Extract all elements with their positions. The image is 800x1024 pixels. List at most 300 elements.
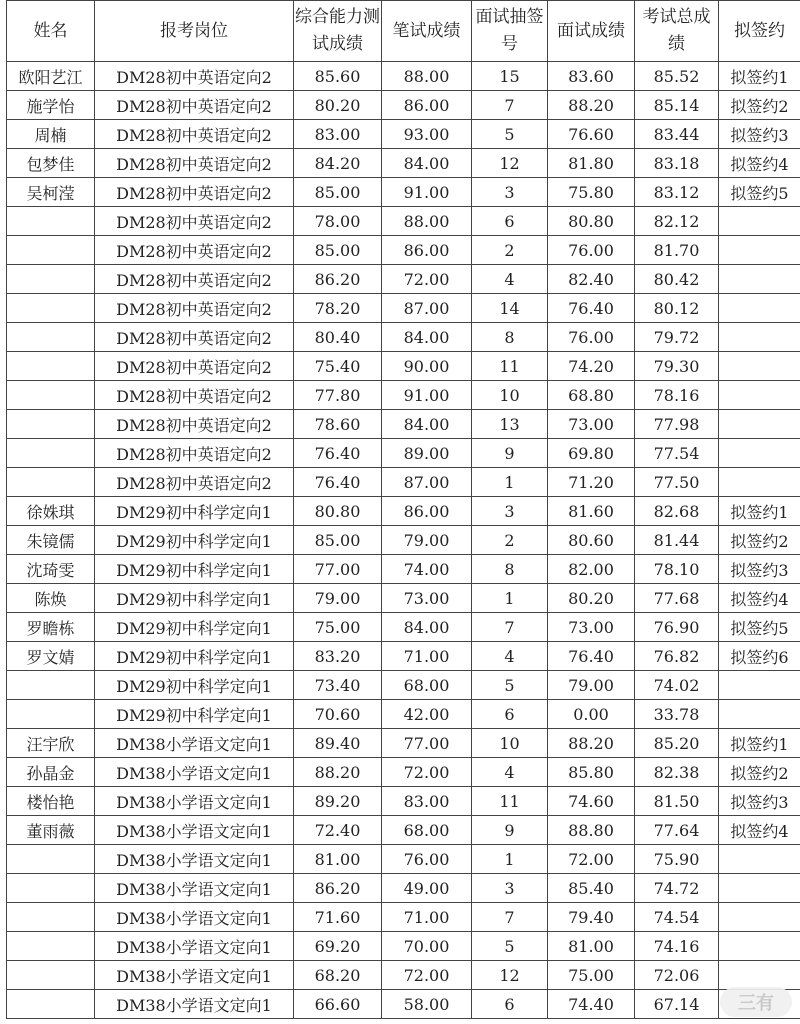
cell-total-score: 81.70 [635,236,719,265]
cell-name: 朱镜儒 [7,526,95,555]
cell-draw-number: 7 [472,903,548,932]
header-position: 报考岗位 [95,1,294,62]
header-row [7,1,800,62]
cell-position: DM28初中英语定向2 [95,178,294,207]
cell-proposed-contract: 拟签约1 [719,62,800,91]
cell-total-score: 80.12 [635,294,719,323]
cell-name [7,294,95,323]
cell-name [7,845,95,874]
cell-position: DM38小学语文定向1 [95,845,294,874]
cell-interview-score: 85.40 [548,874,635,903]
table-row [7,700,800,729]
cell-draw-number: 11 [472,352,548,381]
cell-total-score: 83.44 [635,120,719,149]
cell-proposed-contract: 拟签约6 [719,642,800,671]
cell-aptitude-score: 78.00 [294,207,382,236]
cell-aptitude-score: 68.20 [294,961,382,990]
cell-aptitude-score: 80.40 [294,323,382,352]
cell-position: DM38小学语文定向1 [95,874,294,903]
cell-interview-score: 85.80 [548,758,635,787]
cell-total-score: 75.90 [635,845,719,874]
cell-position: DM28初中英语定向2 [95,381,294,410]
cell-draw-number: 10 [472,729,548,758]
cell-name: 楼怡艳 [7,787,95,816]
cell-position: DM28初中英语定向2 [95,236,294,265]
cell-aptitude-score: 69.20 [294,932,382,961]
cell-aptitude-score: 85.60 [294,62,382,91]
cell-draw-number: 7 [472,91,548,120]
cell-aptitude-score: 79.00 [294,584,382,613]
cell-name [7,323,95,352]
cell-draw-number: 5 [472,932,548,961]
cell-aptitude-score: 85.00 [294,236,382,265]
cell-proposed-contract [719,207,800,236]
cell-position: DM38小学语文定向1 [95,932,294,961]
cell-aptitude-score: 85.00 [294,526,382,555]
cell-proposed-contract: 拟签约3 [719,120,800,149]
cell-name [7,874,95,903]
cell-proposed-contract [719,961,800,990]
cell-proposed-contract: 拟签约2 [719,526,800,555]
cell-proposed-contract: 拟签约5 [719,178,800,207]
table-row [7,961,800,990]
cell-proposed-contract [719,845,800,874]
cell-interview-score: 73.00 [548,410,635,439]
header-interview-score: 面试成绩 [548,1,635,62]
cell-draw-number: 8 [472,555,548,584]
table-row [7,526,800,555]
cell-interview-score: 88.20 [548,91,635,120]
cell-proposed-contract: 拟签约2 [719,91,800,120]
cell-position: DM29初中科学定向1 [95,642,294,671]
cell-aptitude-score: 72.40 [294,816,382,845]
cell-position: DM29初中科学定向1 [95,584,294,613]
results-table [6,0,800,1019]
cell-aptitude-score: 83.20 [294,642,382,671]
cell-aptitude-score: 71.60 [294,903,382,932]
cell-written-score: 74.00 [382,555,472,584]
cell-written-score: 87.00 [382,468,472,497]
cell-draw-number: 4 [472,758,548,787]
table-body [7,62,800,1019]
cell-aptitude-score: 80.20 [294,91,382,120]
cell-interview-score: 74.20 [548,352,635,381]
cell-total-score: 80.42 [635,265,719,294]
cell-interview-score: 83.60 [548,62,635,91]
cell-name: 汪宇欣 [7,729,95,758]
cell-name: 包梦佳 [7,149,95,178]
cell-total-score: 76.82 [635,642,719,671]
cell-draw-number: 12 [472,961,548,990]
cell-name: 董雨薇 [7,816,95,845]
cell-total-score: 78.16 [635,381,719,410]
table-row [7,410,800,439]
cell-total-score: 79.30 [635,352,719,381]
cell-position: DM38小学语文定向1 [95,903,294,932]
cell-written-score: 71.00 [382,903,472,932]
table-row [7,91,800,120]
table-row [7,758,800,787]
cell-written-score: 84.00 [382,149,472,178]
cell-name [7,381,95,410]
cell-total-score: 81.44 [635,526,719,555]
cell-proposed-contract [719,294,800,323]
cell-written-score: 93.00 [382,120,472,149]
cell-proposed-contract: 拟签约4 [719,584,800,613]
cell-name: 罗瞻栋 [7,613,95,642]
cell-interview-score: 76.40 [548,642,635,671]
cell-total-score: 85.20 [635,729,719,758]
cell-interview-score: 75.00 [548,961,635,990]
cell-proposed-contract: 拟签约1 [719,497,800,526]
table-row [7,845,800,874]
cell-draw-number: 3 [472,497,548,526]
cell-proposed-contract [719,468,800,497]
header-name: 姓名 [7,1,95,62]
cell-interview-score: 73.00 [548,613,635,642]
cell-aptitude-score: 75.00 [294,613,382,642]
cell-position: DM38小学语文定向1 [95,729,294,758]
cell-position: DM28初中英语定向2 [95,91,294,120]
cell-written-score: 84.00 [382,613,472,642]
cell-position: DM28初中英语定向2 [95,439,294,468]
cell-name: 欧阳艺江 [7,62,95,91]
cell-position: DM28初中英语定向2 [95,62,294,91]
cell-written-score: 91.00 [382,178,472,207]
cell-total-score: 72.06 [635,961,719,990]
cell-aptitude-score: 77.80 [294,381,382,410]
cell-position: DM28初中英语定向2 [95,265,294,294]
table-row [7,178,800,207]
cell-aptitude-score: 78.60 [294,410,382,439]
cell-total-score: 76.90 [635,613,719,642]
cell-draw-number: 5 [472,120,548,149]
cell-draw-number: 6 [472,990,548,1019]
cell-total-score: 83.12 [635,178,719,207]
cell-aptitude-score: 89.20 [294,787,382,816]
cell-total-score: 74.54 [635,903,719,932]
cell-aptitude-score: 88.20 [294,758,382,787]
cell-total-score: 77.64 [635,816,719,845]
cell-interview-score: 88.80 [548,816,635,845]
cell-name [7,903,95,932]
table-row [7,120,800,149]
cell-aptitude-score: 81.00 [294,845,382,874]
cell-total-score: 79.72 [635,323,719,352]
watermark-logo: 三有 [720,987,792,1017]
cell-aptitude-score: 75.40 [294,352,382,381]
cell-proposed-contract: 拟签约2 [719,758,800,787]
cell-interview-score: 88.20 [548,729,635,758]
table-row [7,236,800,265]
cell-written-score: 86.00 [382,497,472,526]
cell-draw-number: 13 [472,410,548,439]
cell-aptitude-score: 80.80 [294,497,382,526]
cell-name: 徐姝琪 [7,497,95,526]
cell-proposed-contract [719,323,800,352]
cell-name [7,961,95,990]
cell-written-score: 87.00 [382,294,472,323]
cell-written-score: 71.00 [382,642,472,671]
cell-interview-score: 72.00 [548,845,635,874]
cell-total-score: 85.52 [635,62,719,91]
table-row [7,62,800,91]
table-row [7,265,800,294]
cell-draw-number: 1 [472,584,548,613]
cell-draw-number: 6 [472,700,548,729]
cell-written-score: 42.00 [382,700,472,729]
table-row [7,729,800,758]
cell-draw-number: 8 [472,323,548,352]
cell-total-score: 82.68 [635,497,719,526]
cell-interview-score: 79.00 [548,671,635,700]
cell-written-score: 86.00 [382,236,472,265]
cell-interview-score: 76.60 [548,120,635,149]
cell-aptitude-score: 76.40 [294,439,382,468]
cell-aptitude-score: 86.20 [294,265,382,294]
cell-aptitude-score: 89.40 [294,729,382,758]
cell-total-score: 67.14 [635,990,719,1019]
cell-name [7,207,95,236]
cell-name: 施学怡 [7,91,95,120]
table-row [7,352,800,381]
cell-position: DM38小学语文定向1 [95,758,294,787]
cell-written-score: 72.00 [382,961,472,990]
cell-aptitude-score: 84.20 [294,149,382,178]
table-row [7,468,800,497]
cell-position: DM38小学语文定向1 [95,990,294,1019]
cell-written-score: 79.00 [382,526,472,555]
cell-proposed-contract [719,932,800,961]
cell-proposed-contract [719,700,800,729]
cell-interview-score: 76.40 [548,294,635,323]
cell-proposed-contract [719,265,800,294]
cell-draw-number: 2 [472,526,548,555]
cell-proposed-contract: 拟签约1 [719,729,800,758]
table-row [7,787,800,816]
cell-written-score: 73.00 [382,584,472,613]
cell-proposed-contract: 拟签约5 [719,613,800,642]
cell-proposed-contract: 拟签约4 [719,149,800,178]
table-row [7,207,800,236]
table-row [7,642,800,671]
cell-interview-score: 79.40 [548,903,635,932]
cell-position: DM29初中科学定向1 [95,555,294,584]
cell-aptitude-score: 78.20 [294,294,382,323]
cell-proposed-contract [719,410,800,439]
table-row [7,613,800,642]
cell-written-score: 72.00 [382,758,472,787]
cell-total-score: 81.50 [635,787,719,816]
table-row [7,990,800,1019]
cell-interview-score: 75.80 [548,178,635,207]
cell-written-score: 76.00 [382,845,472,874]
cell-position: DM28初中英语定向2 [95,294,294,323]
cell-written-score: 86.00 [382,91,472,120]
cell-interview-score: 74.40 [548,990,635,1019]
table-row [7,294,800,323]
cell-total-score: 77.98 [635,410,719,439]
cell-position: DM28初中英语定向2 [95,207,294,236]
cell-total-score: 77.68 [635,584,719,613]
header-draw-number: 面试抽签号 [472,1,548,62]
header-total-score: 考试总成绩 [635,1,719,62]
cell-written-score: 49.00 [382,874,472,903]
cell-interview-score: 81.00 [548,932,635,961]
cell-position: DM28初中英语定向2 [95,120,294,149]
table-row [7,584,800,613]
cell-position: DM38小学语文定向1 [95,787,294,816]
table-row [7,439,800,468]
cell-interview-score: 80.20 [548,584,635,613]
cell-total-score: 85.14 [635,91,719,120]
cell-draw-number: 10 [472,381,548,410]
cell-total-score: 82.38 [635,758,719,787]
cell-total-score: 83.18 [635,149,719,178]
cell-position: DM28初中英语定向2 [95,410,294,439]
cell-interview-score: 82.40 [548,265,635,294]
cell-name [7,700,95,729]
cell-name [7,236,95,265]
cell-position: DM38小学语文定向1 [95,961,294,990]
table-row [7,874,800,903]
cell-written-score: 88.00 [382,62,472,91]
cell-draw-number: 15 [472,62,548,91]
cell-interview-score: 71.20 [548,468,635,497]
cell-aptitude-score: 70.60 [294,700,382,729]
cell-interview-score: 81.60 [548,497,635,526]
cell-name: 陈焕 [7,584,95,613]
cell-position: DM28初中英语定向2 [95,323,294,352]
cell-draw-number: 14 [472,294,548,323]
cell-written-score: 68.00 [382,816,472,845]
cell-position: DM29初中科学定向1 [95,497,294,526]
cell-name [7,352,95,381]
cell-position: DM29初中科学定向1 [95,526,294,555]
cell-proposed-contract [719,352,800,381]
cell-written-score: 72.00 [382,265,472,294]
table-row [7,497,800,526]
table-row [7,903,800,932]
table-row [7,671,800,700]
cell-draw-number: 4 [472,642,548,671]
cell-written-score: 70.00 [382,932,472,961]
table-row [7,149,800,178]
cell-aptitude-score: 77.00 [294,555,382,584]
cell-interview-score: 76.00 [548,323,635,352]
cell-proposed-contract [719,236,800,265]
cell-name [7,265,95,294]
table-row [7,816,800,845]
cell-position: DM38小学语文定向1 [95,816,294,845]
cell-draw-number: 1 [472,845,548,874]
cell-name [7,671,95,700]
cell-written-score: 84.00 [382,323,472,352]
cell-interview-score: 80.60 [548,526,635,555]
header-aptitude-score: 综合能力测试成绩 [294,1,382,62]
cell-proposed-contract [719,671,800,700]
cell-draw-number: 3 [472,178,548,207]
cell-draw-number: 4 [472,265,548,294]
cell-interview-score: 68.80 [548,381,635,410]
cell-draw-number: 11 [472,787,548,816]
cell-draw-number: 7 [472,613,548,642]
cell-aptitude-score: 76.40 [294,468,382,497]
cell-position: DM29初中科学定向1 [95,671,294,700]
cell-written-score: 83.00 [382,787,472,816]
table-row [7,932,800,961]
cell-position: DM28初中英语定向2 [95,149,294,178]
cell-aptitude-score: 85.00 [294,178,382,207]
cell-draw-number: 1 [472,468,548,497]
header-proposed-contract: 拟签约 [719,1,800,62]
cell-name [7,439,95,468]
cell-written-score: 68.00 [382,671,472,700]
cell-aptitude-score: 86.20 [294,874,382,903]
cell-interview-score: 69.80 [548,439,635,468]
cell-interview-score: 80.80 [548,207,635,236]
cell-total-score: 77.50 [635,468,719,497]
cell-proposed-contract [719,903,800,932]
cell-total-score: 74.02 [635,671,719,700]
cell-name [7,990,95,1019]
cell-total-score: 74.72 [635,874,719,903]
cell-draw-number: 2 [472,236,548,265]
cell-name [7,468,95,497]
cell-aptitude-score: 83.00 [294,120,382,149]
table-row [7,555,800,584]
cell-draw-number: 9 [472,439,548,468]
cell-written-score: 77.00 [382,729,472,758]
cell-interview-score: 82.00 [548,555,635,584]
cell-draw-number: 12 [472,149,548,178]
cell-proposed-contract [719,381,800,410]
cell-name: 周楠 [7,120,95,149]
cell-aptitude-score: 73.40 [294,671,382,700]
cell-total-score: 82.12 [635,207,719,236]
cell-total-score: 74.16 [635,932,719,961]
cell-written-score: 58.00 [382,990,472,1019]
cell-proposed-contract [719,439,800,468]
header-written-score: 笔试成绩 [382,1,472,62]
cell-total-score: 33.78 [635,700,719,729]
cell-position: DM29初中科学定向1 [95,700,294,729]
cell-total-score: 77.54 [635,439,719,468]
cell-written-score: 89.00 [382,439,472,468]
cell-total-score: 78.10 [635,555,719,584]
cell-draw-number: 9 [472,816,548,845]
table-row [7,381,800,410]
cell-position: DM28初中英语定向2 [95,468,294,497]
cell-draw-number: 5 [472,671,548,700]
cell-draw-number: 6 [472,207,548,236]
cell-name [7,932,95,961]
cell-position: DM29初中科学定向1 [95,613,294,642]
cell-name: 罗文婧 [7,642,95,671]
cell-proposed-contract: 拟签约4 [719,816,800,845]
cell-proposed-contract: 拟签约3 [719,787,800,816]
table-row [7,323,800,352]
cell-name: 吴柯滢 [7,178,95,207]
cell-interview-score: 76.00 [548,236,635,265]
cell-name: 沈琦雯 [7,555,95,584]
cell-written-score: 91.00 [382,381,472,410]
cell-name [7,410,95,439]
cell-draw-number: 3 [472,874,548,903]
cell-interview-score: 0.00 [548,700,635,729]
cell-interview-score: 81.80 [548,149,635,178]
cell-proposed-contract: 拟签约3 [719,555,800,584]
